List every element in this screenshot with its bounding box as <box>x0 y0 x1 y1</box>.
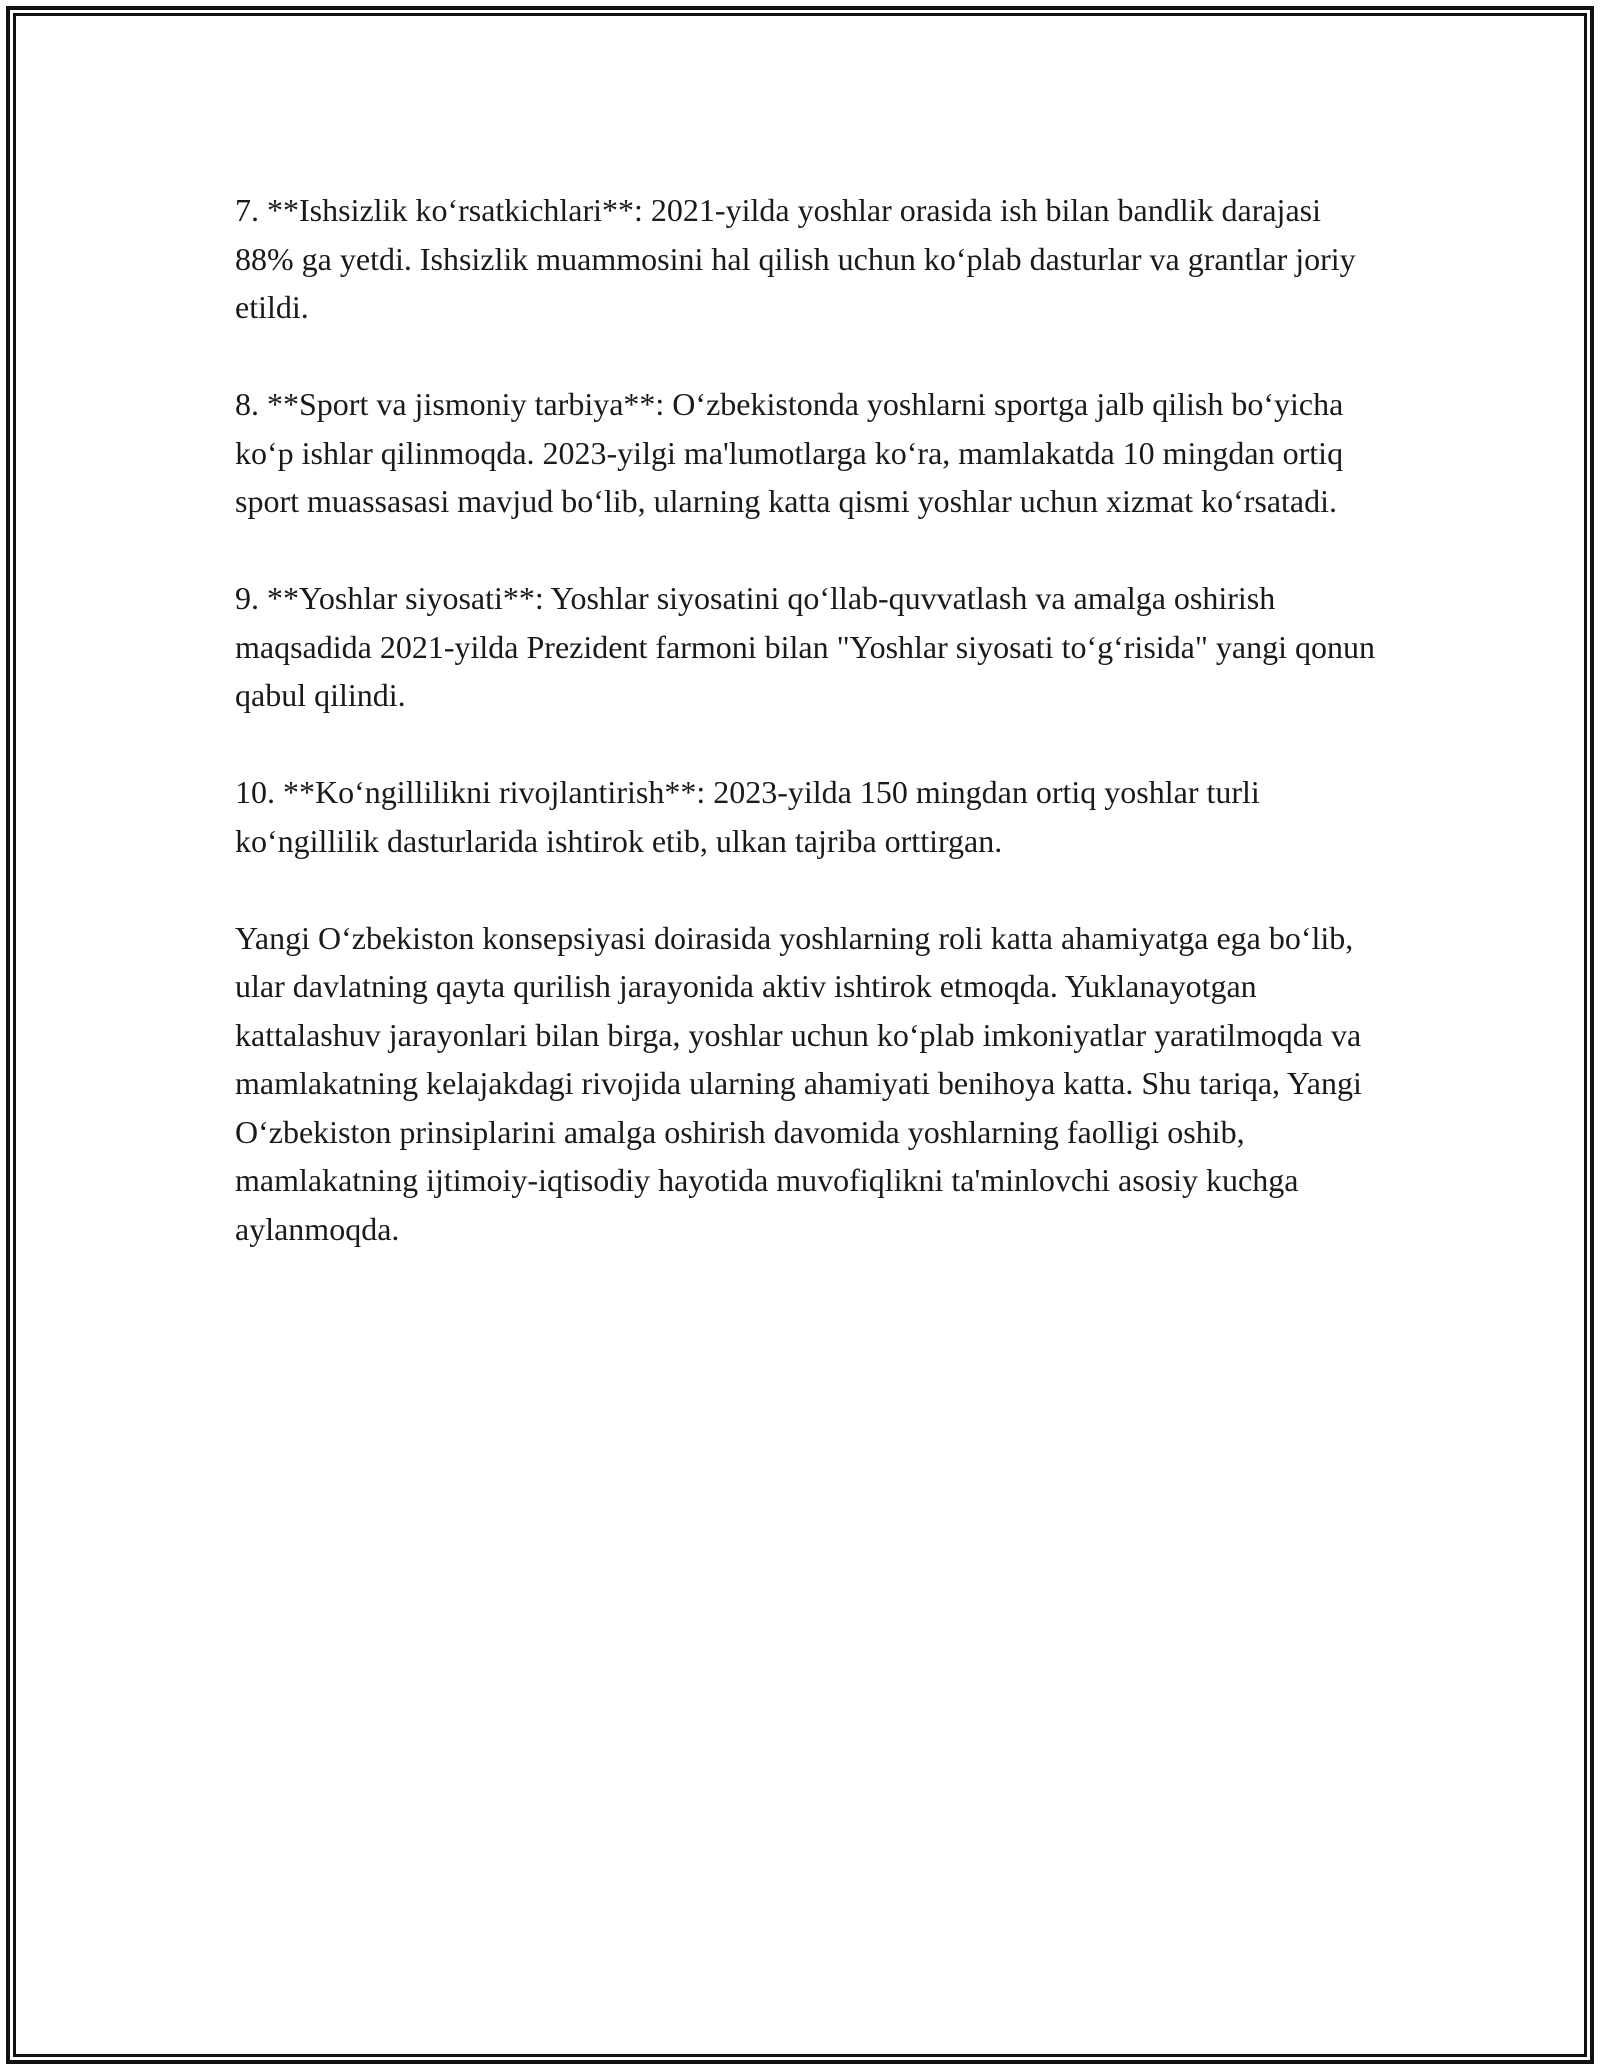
paragraph-unemployment: 7. **Ishsizlik koʻrsatkichlari**: 2021-yilda yoshlar orasida ish bilan bandlik darajasi 88% ga yetdi. Ishsizlik muammosini hal qilish uchun koʻplab dasturlar va grantlar joriy etildi. <box>235 192 1356 325</box>
paragraph-conclusion: Yangi Oʻzbekiston konsepsiyasi doirasida yoshlarning roli katta ahamiyatga ega boʻlib, ular davlatning qayta qurilish jarayonida aktiv ishtirok etmoqda. Yuklanayotgan kattalashuv jarayonlari bilan birga, yoshlar uchun koʻplab imkoniyatlar yaratilmoqda va mamlakatning kelajakdagi rivojida ularning ahamiyati benihoya katta. Shu tariqa, Yangi Oʻzbekiston prinsiplarini amalga oshirish davomida yoshlarning faolligi oshib, mamlakatning ijtimoiy-iqtisodiy hayotida muvofiqlikni ta'minlovchi asosiy kuchga aylanmoqda. <box>235 919 1362 1247</box>
paragraph-youth-policy: 9. **Yoshlar siyosati**: Yoshlar siyosatini qoʻllab-quvvatlash va amalga oshirish maqsadida 2021-yilda Prezident farmoni bilan "Yoshlar siyosati toʻgʻrisida" yangi qonun qabul qilindi. <box>235 580 1376 713</box>
paragraph-volunteering: 10. **Koʻngillilikni rivojlantirish**: 2023-yilda 150 mingdan ortiq yoshlar turli koʻngillilik dasturlarida ishtirok etib, ulkan tajriba orttirgan. <box>235 774 1260 859</box>
document-body <box>235 186 1385 1302</box>
paragraph-sport: 8. **Sport va jismoniy tarbiya**: Oʻzbekistonda yoshlarni sportga jalb qilish boʻyicha koʻp ishlar qilinmoqda. 2023-yilgi ma'lumotlarga koʻra, mamlakatda 10 mingdan ortiq sport muassasasi mavjud boʻlib, ularning katta qismi yoshlar uchun xizmat koʻrsatadi. <box>235 386 1344 519</box>
